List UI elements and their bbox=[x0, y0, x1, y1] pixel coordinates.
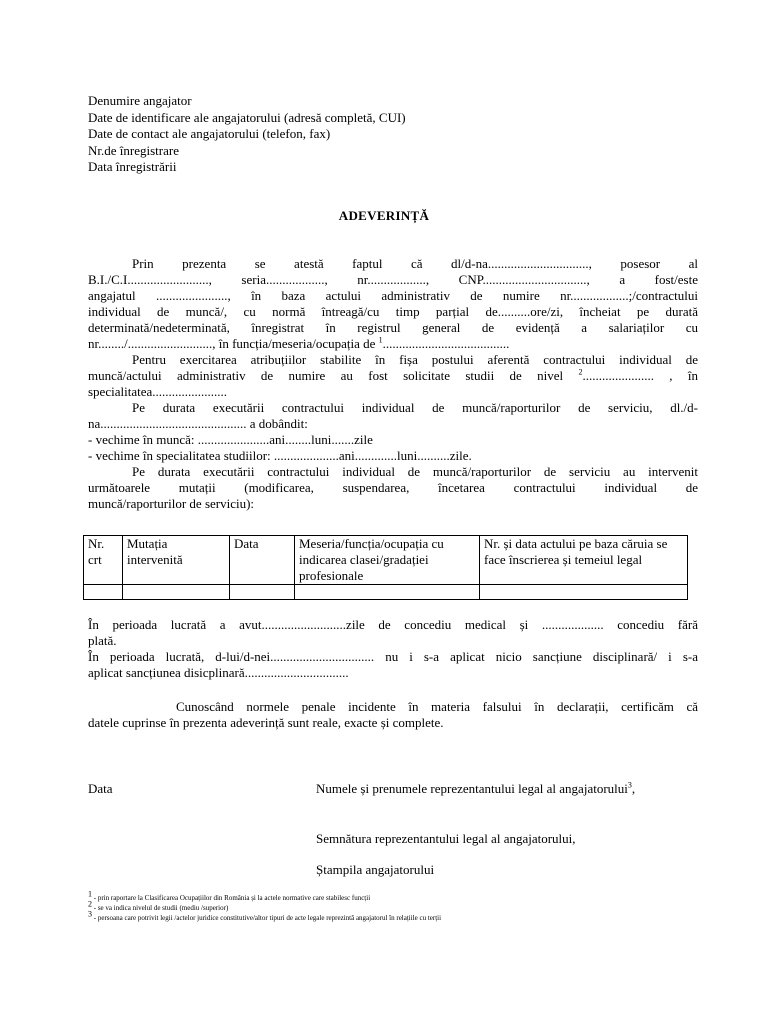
representative-name-text: Numele și prenumele reprezentantului legal al angajatorului bbox=[316, 781, 628, 796]
p1-line1: Prin prezenta se atestă faptul că dl/d-na..............................., posesor al bbox=[132, 256, 698, 271]
footnote-3-text: - persoana care potrivit legii /actelor juridice constitutive/altor tipuri de acte legale reprezintă angajatorul în relațiile cu terții bbox=[92, 914, 442, 922]
p2-line2 bbox=[88, 368, 698, 384]
date-label: Data bbox=[88, 781, 113, 796]
certification-line1: Cunoscând normele penale incidente în materia falsului în declarații, certificăm că bbox=[176, 699, 698, 714]
footnote-2-text: - se va indica nivelul de studii (mediu /superior) bbox=[92, 904, 229, 912]
table-header-row bbox=[84, 536, 688, 585]
col-act-number: Nr. și data actului pe baza căruia se face înscrierea și temeiul legal bbox=[480, 536, 688, 585]
employer-header bbox=[88, 93, 406, 176]
footnote-ref-2: 2 bbox=[578, 367, 583, 377]
footnote-1-text: - prin raportare la Clasificarea Ocupațiilor din România și la actele normative care stabilesc funcții bbox=[92, 894, 371, 902]
representative-signature-label: Semnătura reprezentantului legal al angajatorului, bbox=[316, 831, 576, 846]
table-cell[interactable] bbox=[295, 585, 480, 600]
footnote-2 bbox=[88, 899, 648, 913]
p3-line2: na............................................. a dobândit: bbox=[88, 416, 308, 431]
registration-number-line: Nr.de înregistrare bbox=[88, 142, 179, 158]
footnote-3-number: 3 bbox=[88, 909, 92, 919]
col-date: Data bbox=[230, 536, 295, 585]
footnote-1-number: 1 bbox=[88, 889, 92, 899]
p2-line2-dots: ...................... , în bbox=[582, 368, 698, 383]
unpaid-leave-line: plată. bbox=[88, 633, 117, 648]
sanctions-line1: În perioada lucrată, d-lui/d-nei................................ nu i s-a aplicat nicio sancțiune disciplinară/ i s-a bbox=[88, 649, 698, 664]
p1-line6-dots: ....................................... bbox=[382, 336, 510, 351]
employer-contact-line: Date de contact ale angajatorului (telefon, fax) bbox=[88, 126, 331, 141]
p4-line2: următoarele mutații (modificarea, suspendarea, încetarea contractului individual de bbox=[88, 480, 698, 495]
footnote-ref-3: 3 bbox=[627, 780, 632, 790]
p1-line3: angajatul ......................, în baza actului administrativ de numire nr..................;/contractului bbox=[88, 288, 698, 303]
medical-leave-line: În perioada lucrată a avut..........................zile de concediu medical și ................... concediu fără bbox=[88, 617, 698, 632]
table-cell[interactable] bbox=[123, 585, 230, 600]
p1-line4: individual de muncă/, cu normă întreagă/cu timp parțial de..........ore/zi, încheiat pe durată bbox=[88, 304, 698, 319]
p2-line1: Pentru exercitarea atribuțiilor stabilite în fișa postului aferentă contractului individual de bbox=[132, 352, 698, 367]
p1-line5: determinată/nedeterminată, înregistrat în registrul general de evidență a salariaților cu bbox=[88, 320, 698, 335]
seniority-specialty-line: - vechime în specialitatea studiilor: ....................ani.............luni..........zile. bbox=[88, 448, 472, 463]
sanctions-line2: aplicat sancțiunea disicplinară................................ bbox=[88, 665, 349, 680]
representative-name-comma: , bbox=[631, 781, 636, 796]
table-cell[interactable] bbox=[230, 585, 295, 600]
footnote-1 bbox=[88, 889, 648, 903]
table-cell[interactable] bbox=[84, 585, 123, 600]
p1-line2: B.I./C.I........................., seria.................., nr.................., CNP................................, a fost/este bbox=[88, 272, 698, 287]
certification-statement bbox=[88, 699, 698, 731]
certification-line2: datele cuprinse în prezenta adeverință sunt reale, exacte și complete. bbox=[88, 715, 444, 730]
p2-line3: specialitatea....................... bbox=[88, 384, 227, 399]
document-body bbox=[88, 256, 698, 512]
col-nr-crt: Nr. crt bbox=[84, 536, 123, 585]
employer-name-line: Denumire angajator bbox=[88, 93, 192, 108]
col-mutation: Mutația intervenită bbox=[123, 536, 230, 585]
registration-date-line: Data înregistrării bbox=[88, 159, 177, 174]
footnote-2-number: 2 bbox=[88, 899, 92, 909]
table-row bbox=[84, 585, 688, 600]
employer-stamp-label: Ștampila angajatorului bbox=[316, 862, 435, 877]
leave-and-sanctions bbox=[88, 617, 698, 681]
seniority-work-line: - vechime în muncă: ......................ani........luni.......zile bbox=[88, 432, 373, 447]
col-occupation: Meseria/funcția/ocupația cu indicarea clasei/gradației profesionale bbox=[295, 536, 480, 585]
document-title: ADEVERINȚĂ bbox=[338, 208, 430, 223]
footnotes bbox=[88, 889, 648, 923]
footnote-3 bbox=[88, 909, 648, 923]
table-cell[interactable] bbox=[480, 585, 688, 600]
p3-line1: Pe durata executării contractului individual de muncă/raporturilor de serviciu, dl./d- bbox=[132, 400, 698, 415]
mutations-table bbox=[83, 535, 688, 600]
p4-line3: muncă/raporturilor de serviciu): bbox=[88, 496, 255, 511]
representative-name-label bbox=[316, 781, 635, 797]
p2-line2-text: muncă/actului administrativ de numire au fost solicitate studii de nivel bbox=[88, 368, 579, 383]
footnote-ref-1: 1 bbox=[378, 335, 383, 345]
p1-line6-text: nr......../.........................., în funcția/meseria/ocupația de bbox=[88, 336, 379, 351]
p4-line1: Pe durata executării contractului individual de muncă/raporturilor de serviciu au intervenit bbox=[132, 464, 698, 479]
employer-id-line: Date de identificare ale angajatorului (adresă completă, CUI) bbox=[88, 109, 406, 125]
p1-line6 bbox=[88, 336, 698, 352]
